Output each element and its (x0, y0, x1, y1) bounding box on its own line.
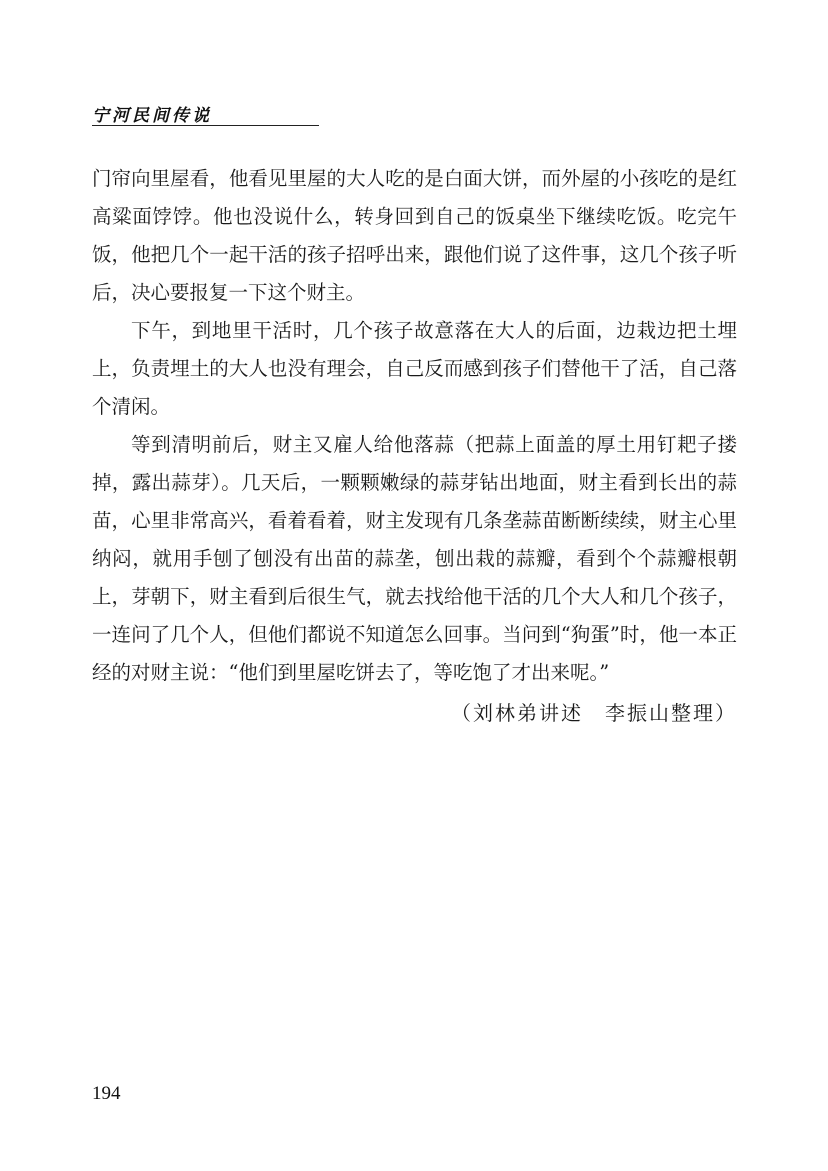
paragraph-2: 下午，到地里干活时，几个孩子故意落在大人的后面，边栽边把土埋上，负责埋土的大人也没有理会，自己反而感到孩子们替他干了活，自己落个清闲。 (92, 319, 737, 418)
paragraph-3: 等到清明前后，财主又雇人给他落蒜（把蒜上面盖的厚土用钉耙子搂掉，露出蒜芽）。几天后，一颗颗嫩绿的蒜芽钻出地面，财主看到长出的蒜苗，心里非常高兴，看着看着，财主发现有几条垄蒜苗断断续续，财主心里纳闷，就用手刨了刨没有出苗的蒜垄，刨出栽的蒜瓣，看到个个蒜瓣根朝上，芽朝下，财主看到后很生气，就去找给他干活的几个大人和几个孩子，一连问了几个人，但他们都说不知道怎么回事。当问到“狗蛋”时，他一本正经的对财主说：“他们到里屋吃饼去了，等吃饱了才出来呢。” (92, 433, 737, 684)
page-number: 194 (92, 1083, 121, 1104)
paragraph-1: 门帘向里屋看，他看见里屋的大人吃的是白面大饼，而外屋的小孩吃的是红高粱面饽饽。他也没说什么，转身回到自己的饭桌坐下继续吃饭。吃完午饭，他把几个一起干活的孩子招呼出来，跟他们说了这件事，这几个孩子听后，决心要报复一下这个财主。 (92, 167, 737, 304)
story-body (92, 160, 737, 732)
running-header-title: 宁河民间传说 (92, 106, 212, 126)
header-rule (92, 125, 319, 126)
story-attribution: （刘林弟讲述 李振山整理） (451, 701, 737, 725)
